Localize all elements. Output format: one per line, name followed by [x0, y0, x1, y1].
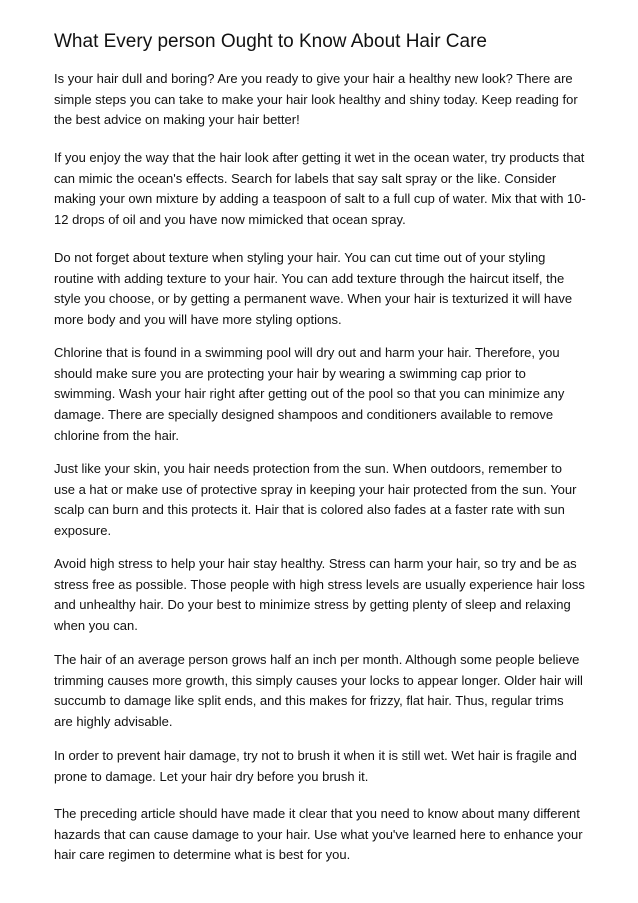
paragraph-texture: Do not forget about texture when styling your hair. You can cut time out of your styling routine with adding texture to your hair. You can add texture through the haircut itself, the style you choose, or by getting a permanent wave. When your hair is texturized it will have more body and you will have more styling options.	[54, 250, 573, 328]
paragraph-ocean-spray: If you enjoy the way that the hair look after getting it wet in the ocean water, try products that can mimic the ocean's effects. Search for labels that say salt spray or the like. Consider making your own mixture by adding a teaspoon of salt to a full cup of water. Mix that with 10-12 drops of oil and you have now mimicked that ocean spray.	[54, 150, 586, 228]
paragraph-wet-hair: In order to prevent hair damage, try not to brush it when it is still wet. Wet hair is fragile and prone to damage. Let your hair dry before you brush it.	[54, 748, 577, 784]
document-title: What Every person Ought to Know About Hair Care	[54, 31, 487, 52]
paragraph-intro: Is your hair dull and boring? Are you ready to give your hair a healthy new look? There are simple steps you can take to make your hair look healthy and shiny today. Keep reading for the best advice on making your hair better!	[54, 71, 578, 128]
paragraph-chlorine: Chlorine that is found in a swimming pool will dry out and harm your hair. Therefore, you should make sure you are protecting your hair by wearing a swimming cap prior to swimming. Wash your hair right after getting out of the pool so that you can minimize any damage. There are specially designed shampoos and conditioners available to remove chlorine from the hair.	[54, 345, 565, 443]
paragraph-stress: Avoid high stress to help your hair stay healthy. Stress can harm your hair, so try and be as stress free as possible. Those people with high stress levels are usually experience hair loss and unhealthy hair. Do your best to minimize stress by getting plenty of sleep and relaxing when you can.	[54, 556, 585, 634]
paragraph-trims: The hair of an average person grows half an inch per month. Although some people believe trimming causes more growth, this simply causes your locks to appear longer. Older hair will succumb to damage like split ends, and this makes for frizzy, flat hair. Thus, regular trims are highly advisable.	[54, 652, 583, 730]
paragraph-sun-protection: Just like your skin, you hair needs protection from the sun. When outdoors, remember to use a hat or make use of protective spray in keeping your hair protected from the sun. Your scalp can burn and this protects it. Hair that is colored also fades at a faster rate with sun exposure.	[54, 461, 577, 539]
paragraph-conclusion: The preceding article should have made it clear that you need to know about many different hazards that can cause damage to your hair. Use what you've learned here to enhance your hair care regimen to determine what is best for you.	[54, 806, 583, 863]
